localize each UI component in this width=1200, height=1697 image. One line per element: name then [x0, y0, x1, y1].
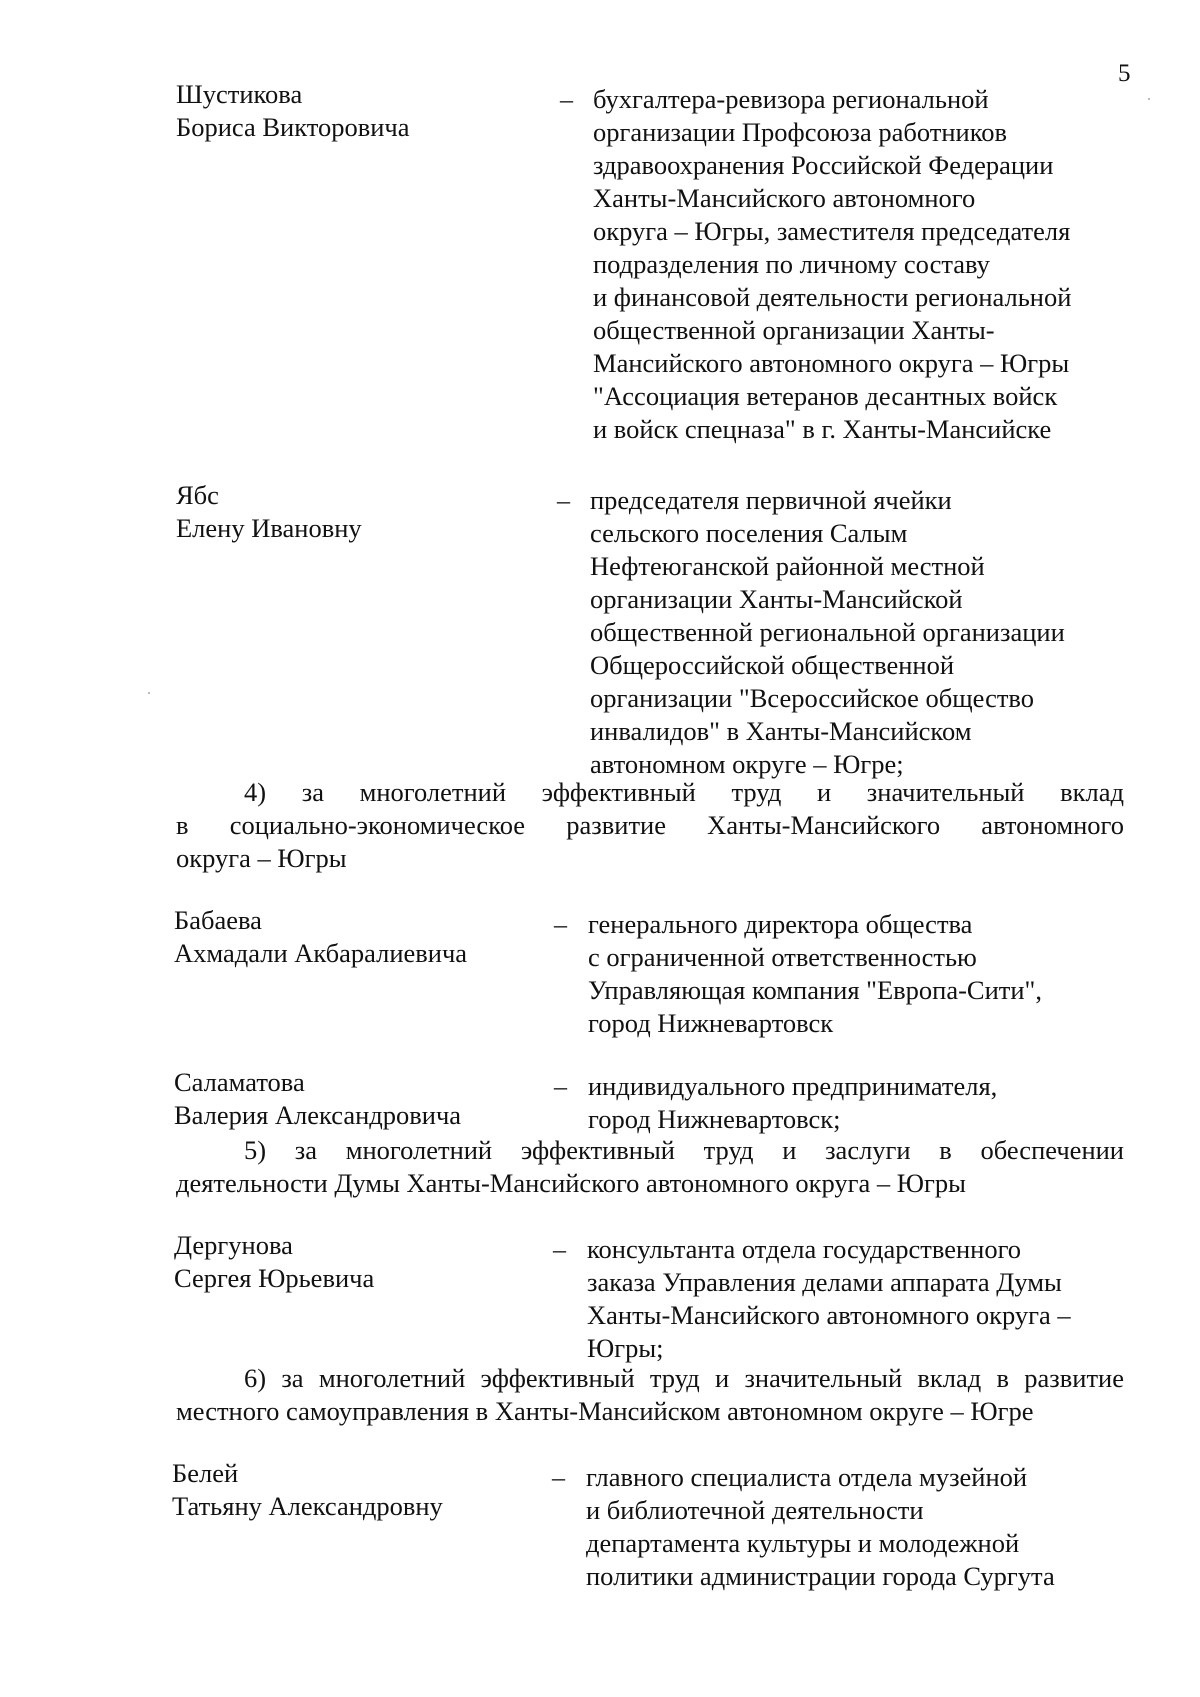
surname: Ябс [176, 480, 219, 510]
description-line: председателя первичной ячейки [590, 485, 952, 515]
description-line: Управляющая компания "Европа-Сити", [588, 975, 1042, 1005]
paragraph-line: 6) за многолетний эффективный труд и значительный вклад в развитие [244, 1363, 1124, 1393]
description-line: индивидуального предпринимателя, [588, 1071, 998, 1101]
position-description [593, 83, 1071, 446]
description-line: бухгалтера-ревизора региональной [593, 84, 989, 114]
description-line: политики администрации города Сургута [586, 1561, 1055, 1591]
surname: Шустикова [176, 79, 303, 109]
description-line: и библиотечной деятельности [586, 1495, 924, 1525]
surname: Дергунова [174, 1230, 293, 1260]
description-line: "Ассоциация ветеранов десантных войск [593, 381, 1058, 411]
paragraph-line: 4) за многолетний эффективный труд и значительный вклад [244, 777, 1124, 807]
scan-speck [1148, 98, 1150, 100]
description-line: Мансийского автономного округа – Югры [593, 348, 1070, 378]
description-line: инвалидов" в Ханты-Мансийском [590, 716, 972, 746]
given-names: Сергея Юрьевича [174, 1263, 375, 1293]
paragraph-line: деятельности Думы Ханты-Мансийского автономного округа – Югры [176, 1168, 966, 1198]
position-description [586, 1461, 1055, 1593]
description-line: город Нижневартовск; [588, 1104, 841, 1134]
description-line: город Нижневартовск [588, 1008, 834, 1038]
description-line: здравоохранения Российской Федерации [593, 150, 1054, 180]
description-line: общественной организации Ханты- [593, 315, 995, 345]
paragraph-line: местного самоуправления в Ханты-Мансийском автономном округе – Югре [176, 1396, 1034, 1426]
position-description [590, 484, 1065, 781]
description-line: организации Профсоюза работников [593, 117, 1007, 147]
description-line: автономном округе – Югре; [590, 749, 904, 779]
description-line: Общероссийской общественной [590, 650, 954, 680]
position-description [587, 1233, 1071, 1365]
person-name [174, 1229, 374, 1295]
description-line: департамента культуры и молодежной [586, 1528, 1020, 1558]
surname: Саламатова [174, 1067, 305, 1097]
entry-dash: – [553, 1235, 566, 1264]
description-line: генерального директора общества [588, 909, 973, 939]
award-category-paragraph [176, 1362, 1124, 1428]
given-names: Валерия Александровича [174, 1100, 462, 1130]
description-line: Ханты-Мансийского автономного [593, 183, 976, 213]
given-names: Бориса Викторовича [176, 112, 410, 142]
scan-speck [148, 692, 150, 694]
award-category-paragraph [176, 776, 1124, 875]
description-line: и финансовой деятельности региональной [593, 282, 1072, 312]
description-line: консультанта отдела государственного [587, 1234, 1022, 1264]
description-line: организации "Всероссийское общество [590, 683, 1035, 713]
description-line: заказа Управления делами аппарата Думы [587, 1267, 1062, 1297]
description-line: общественной региональной организации [590, 617, 1065, 647]
description-line: организации Ханты-Мансийской [590, 584, 963, 614]
entry-dash: – [560, 85, 573, 114]
position-description [588, 1070, 997, 1136]
given-names: Ахмадали Акбаралиевича [174, 938, 468, 968]
surname: Бабаева [174, 905, 262, 935]
description-line: главного специалиста отдела музейной [586, 1462, 1028, 1492]
description-line: Нефтеюганской районной местной [590, 551, 985, 581]
person-name [176, 479, 362, 545]
given-names: Татьяну Александровну [172, 1491, 443, 1521]
paragraph-line: округа – Югры [176, 843, 347, 873]
award-category-paragraph [176, 1134, 1124, 1200]
description-line: Югры; [587, 1333, 664, 1363]
description-line: округа – Югры, заместителя председателя [593, 216, 1071, 246]
description-line: подразделения по личному составу [593, 249, 990, 279]
position-description [588, 908, 1042, 1040]
person-name [174, 1066, 461, 1132]
entry-dash: – [552, 1463, 565, 1492]
paragraph-line: 5) за многолетний эффективный труд и заслуги в обеспечении [244, 1135, 1124, 1165]
paragraph-line: в социально-экономическое развитие Ханты-Мансийского автономного [176, 810, 1124, 840]
entry-dash: – [554, 1072, 567, 1101]
page-number: 5 [1118, 60, 1131, 87]
description-line: и войск спецназа" в г. Ханты-Мансийске [593, 414, 1052, 444]
person-name [174, 904, 467, 970]
description-line: Ханты-Мансийского автономного округа – [587, 1300, 1071, 1330]
given-names: Елену Ивановну [176, 513, 362, 543]
entry-dash: – [557, 486, 570, 515]
description-line: с ограниченной ответственностью [588, 942, 977, 972]
person-name [176, 78, 410, 144]
surname: Белей [172, 1458, 239, 1488]
person-name [172, 1457, 443, 1523]
description-line: сельского поселения Салым [590, 518, 908, 548]
entry-dash: – [554, 910, 567, 939]
